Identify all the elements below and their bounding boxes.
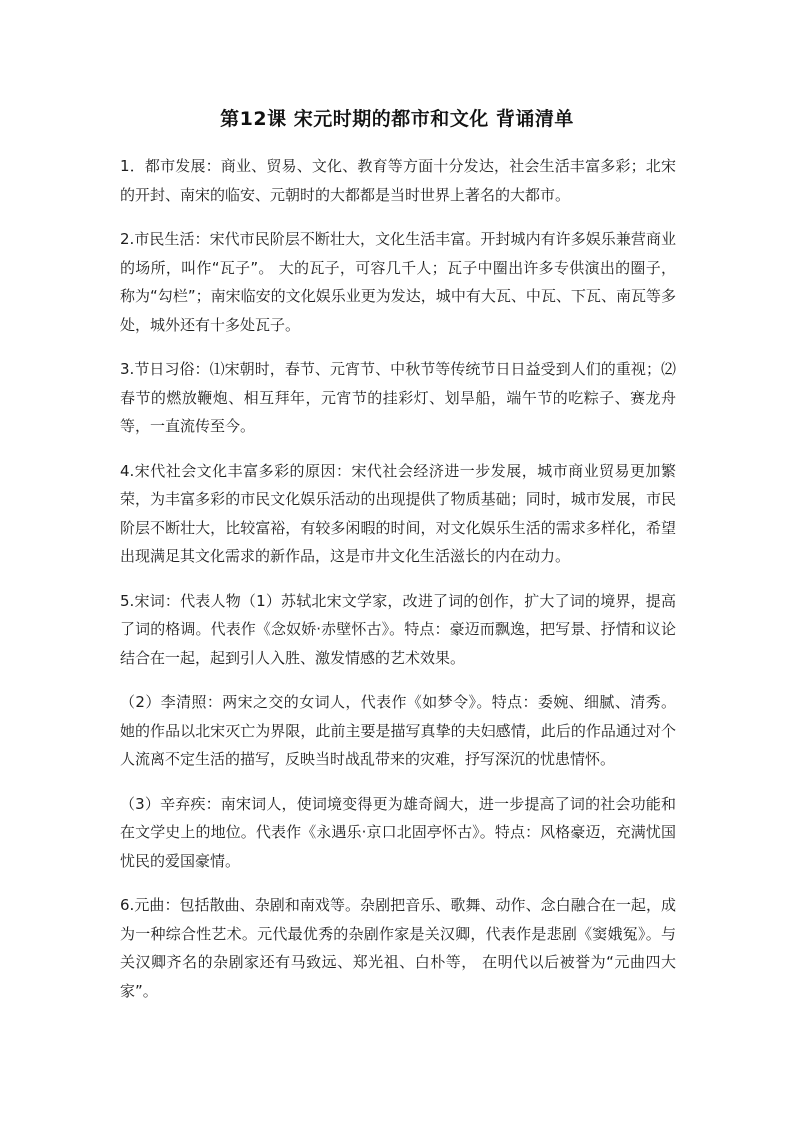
page-title: 第12课 宋元时期的都市和文化 背诵清单 [220, 108, 574, 130]
paragraph-yuan-qu: 6.元曲：包括散曲、杂剧和南戏等。杂剧把音乐、歌舞、动作、念白融合在一起，成为一种综合性艺术。元代最优秀的杂剧作家是关汉卿，代表作是悲剧《窦娥冤》。与关汉卿齐名的杂剧家还有马致远、郑光祖、白朴等， 在明代以后被誉为“元曲四大家”。 [120, 896, 676, 1000]
document-body [120, 152, 676, 1021]
paragraph-festival-customs: 3.节日习俗：⑴宋朝时，春节、元宵节、中秋节等传统节日日益受到人们的重视；⑵春节的燃放鞭炮、相互拜年，元宵节的挂彩灯、划旱船，端午节的吃粽子、赛龙舟等，一直流传至今。 [120, 360, 676, 435]
paragraph-citizen-life: 2.市民生活：宋代市民阶层不断壮大，文化生活丰富。开封城内有许多娱乐兼营商业的场所，叫作“瓦子”。 大的瓦子，可容几千人；瓦子中圈出许多专供演出的圈子，称为“勾栏”；南宋临安的文化娱乐业更为发达，城中有大瓦、中瓦、下瓦、南瓦等多处，城外还有十多处瓦子。 [120, 230, 676, 334]
paragraph-urban-development: 1．都市发展：商业、贸易、文化、教育等方面十分发达，社会生活丰富多彩；北宋的开封、南宋的临安、元朝时的大都都是当时世界上著名的大都市。 [120, 157, 676, 204]
paragraph-xin-qiji: （3）辛弃疾：南宋词人，使词境变得更为雄奇阔大，进一步提高了词的社会功能和在文学史上的地位。代表作《永遇乐·京口北固亭怀古》。特点：风格豪迈，充满忧国忧民的爱国豪情。 [120, 794, 676, 870]
paragraph-song-ci-su-shi: 5.宋词：代表人物（1）苏轼北宋文学家，改进了词的创作，扩大了词的境界，提高了词的格调。代表作《念奴娇·赤壁怀古》。特点：豪迈而飘逸，把写景、抒情和议论结合在一起，起到引人入胜、激发情感的艺术效果。 [120, 591, 676, 667]
paragraph-culture-reasons: 4.宋代社会文化丰富多彩的原因：宋代社会经济进一步发展，城市商业贸易更加繁荣，为丰富多彩的市民文化娱乐活动的出现提供了物质基础；同时，城市发展，市民阶层不断壮大，比较富裕，有较多闲暇的时间，对文化娱乐生活的需求多样化，希望出现满足其文化需求的新作品，这是市井文化生活滋长的内在动力。 [120, 461, 676, 565]
paragraph-li-qingzhao: （2）李清照：两宋之交的女词人，代表作《如梦令》。特点：委婉、细腻、清秀。她的作品以北宋灭亡为界限，此前主要是描写真挚的夫妇感情，此后的作品通过对个人流离不定生活的描写，反映当时战乱带来的灾难，抒写深沉的忧患情怀。 [120, 693, 676, 768]
